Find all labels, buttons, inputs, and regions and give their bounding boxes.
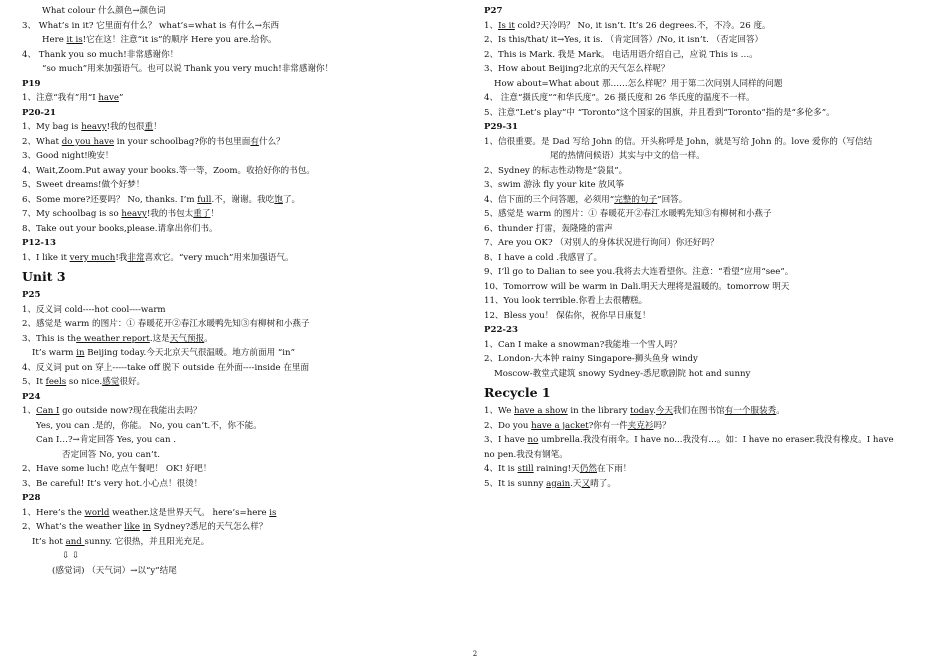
section-heading [22, 390, 462, 405]
underlined-text: full [197, 194, 212, 205]
text-span: P22-23 [484, 325, 518, 335]
note-line [22, 317, 462, 332]
section-heading [22, 106, 462, 121]
text-span: 3、How about Beijing?北京的天气怎么样呢？ [484, 64, 670, 74]
text-span: P27 [484, 6, 503, 16]
note-line [484, 367, 936, 382]
note-line [484, 193, 936, 208]
underlined-text: in [76, 348, 85, 358]
note-line [22, 535, 462, 550]
underlined-text: world [84, 507, 110, 518]
note-line [484, 106, 936, 121]
note-line [22, 149, 462, 164]
text-span: P29-31 [484, 122, 518, 132]
text-span: 12、Bless you！ 保佑你，祝你早日康复！ [484, 310, 651, 321]
text-span: 4、反义词 put on 穿上-----take off 脱下 outside 在外面----inside 在里面 [22, 362, 310, 373]
page-number: 2 [472, 650, 478, 658]
underlined-text: it is [66, 35, 83, 45]
unit-heading [484, 383, 936, 403]
text-span: in the library [567, 406, 631, 416]
note-line [484, 48, 936, 63]
note-line [22, 4, 462, 19]
text-span: 5、感觉是 warm 的图片：① 春暖花开②春江水暖鸭先知③有柳树和小燕子 [484, 209, 772, 219]
text-span: go outside now?现在我能出去吗？ [59, 406, 202, 416]
note-line [22, 164, 462, 179]
text-span: ！ [210, 209, 220, 219]
text-span: 2、London-大本钟 rainy Singapore-狮头鱼身 windy [484, 354, 698, 364]
underlined-text: 有 [250, 136, 259, 147]
note-line [484, 404, 936, 419]
text-span: 2、感觉是 warm 的图片：① 春暖花开②春江水暖鸭先知③有柳树和小燕子 [22, 319, 310, 329]
underlined-text: 非常 [127, 252, 145, 263]
text-span: 否定回答 No, you can’t. [62, 449, 160, 460]
text-span: so nice. [66, 377, 103, 387]
text-span: 1、I like it [22, 252, 70, 263]
note-line [22, 135, 462, 150]
text-span: 1、 [484, 20, 499, 31]
note-line [22, 19, 462, 34]
note-line [484, 19, 936, 34]
text-span: 3、This is th [22, 333, 77, 344]
note-line [22, 332, 462, 347]
underlined-text: is [269, 507, 277, 518]
section-heading [484, 323, 936, 338]
underlined-text: Can I [36, 406, 60, 416]
text-span: .天 [570, 478, 582, 489]
note-line [22, 549, 462, 564]
underlined-text: have a show [514, 406, 568, 416]
note-line [22, 251, 462, 266]
underlined-text: again [546, 478, 571, 489]
text-span: Can I…?→肯定回答 Yes, you can . [36, 435, 176, 445]
text-span: ！ [153, 122, 162, 132]
note-line [484, 265, 936, 280]
text-span: 7、Are you OK? （对别人的身体状况进行询问）你还好吗？ [484, 238, 719, 248]
text-span: 。 [776, 406, 785, 416]
text-span: 了。 [282, 194, 301, 205]
note-line [484, 178, 936, 193]
note-line [484, 462, 936, 477]
text-span: 7、My schoolbag is so [22, 209, 122, 219]
text-span: !它在这！注意“it is”的顺序 Here you are.给你。 [82, 35, 277, 45]
underlined-text: e weather report [76, 333, 150, 344]
underlined-text: still [517, 464, 534, 474]
note-line [484, 419, 936, 434]
text-span: ” [118, 93, 124, 103]
text-span: !我 [115, 252, 128, 263]
underlined-text: very much [69, 252, 116, 263]
section-heading [484, 4, 936, 19]
text-span: P20-21 [22, 107, 56, 118]
text-span: 5、It [22, 377, 46, 387]
note-line [22, 120, 462, 135]
text-span: “so much”用来加强语气。也可以说 Thank you very much!非常感谢你！ [42, 64, 334, 74]
text-span: 11、You look terrible.你看上去很糟糕。 [484, 296, 648, 306]
underlined-text: heavy [81, 122, 107, 132]
text-span: 什么？ [258, 136, 285, 147]
text-span: 晴了。 [590, 478, 616, 489]
note-line [484, 33, 936, 48]
text-span: Beijing today.今天北京天气很温暖。地方前面用 “in” [84, 348, 295, 358]
text-span: How about=What about 那……怎么样呢？用于第二次问别人同样的问题 [494, 78, 783, 89]
underlined-text: 完整的句子 [614, 194, 658, 205]
note-line [484, 77, 936, 92]
note-line [484, 135, 936, 150]
text-span: 4、 注意“摄氏度”“和华氏度”。26 摄氏度和 26 华氏度的温度不一样。 [484, 93, 755, 103]
text-span: 2、What’s the weather [22, 522, 125, 532]
text-span: (感觉词) （天气词）→以“y”结尾 [52, 565, 177, 576]
underlined-text: 今天 [655, 406, 674, 416]
text-span: 1、Can I make a snowman?我能堆一个雪人吗？ [484, 339, 682, 350]
text-span: 很好。 [119, 377, 146, 387]
underlined-text: Is it [498, 20, 515, 31]
text-span: ”回答。 [657, 194, 688, 205]
section-heading [22, 288, 462, 303]
text-span: 在下雨！ [596, 464, 632, 474]
note-line [484, 294, 936, 309]
left-column [22, 4, 462, 578]
underlined-text: have [98, 93, 119, 103]
text-span: !我的包很 [106, 122, 145, 132]
text-span: 5、Sweet dreams!做个好梦！ [22, 180, 145, 190]
text-span: 6、thunder 打雷，轰隆隆的雷声 [484, 223, 613, 234]
underlined-text: 重了 [193, 209, 211, 219]
note-line [22, 346, 462, 361]
note-line [22, 520, 462, 535]
text-span: 2、Sydney 的标志性动物是“袋鼠”。 [484, 165, 628, 176]
text-span: 1、注意“我有”用“I [22, 93, 99, 103]
text-span: sunny. 它很热，并且阳光充足。 [84, 536, 210, 547]
note-line [484, 309, 936, 324]
note-line [484, 433, 936, 448]
text-span: P28 [22, 493, 41, 503]
text-span: Here [42, 35, 67, 45]
text-span: umbrella.我没有雨伞。I have no...我没有…。如：I have no eraser.我没有橡皮。I have [538, 435, 894, 445]
underlined-text: 仍然 [579, 464, 597, 474]
text-span: Unit 3 [22, 269, 66, 284]
text-span: in your schoolbag?你的书包里面 [114, 136, 251, 147]
note-line [484, 338, 936, 353]
note-line [22, 303, 462, 318]
note-line [22, 404, 462, 419]
text-span: ?你有一件 [588, 420, 628, 431]
note-line [22, 178, 462, 193]
text-span: weather.这是世界天气。 here’s=here [109, 507, 270, 518]
text-span: raining!天 [533, 464, 580, 474]
text-span: 1、信很重要。是 Dad 写给 John 的信。开头称呼是 John，就是写给 John 的。love 爱你的（写信结 [484, 136, 873, 147]
text-span: 1、We [484, 406, 515, 416]
underlined-text: 又 [581, 478, 591, 489]
text-span: 1、My bag is [22, 122, 82, 132]
underlined-text: 重 [144, 122, 154, 132]
right-column [484, 4, 936, 491]
note-line [22, 193, 462, 208]
note-line [22, 419, 462, 434]
underlined-text: feels [45, 377, 67, 387]
underlined-text: today [630, 406, 654, 416]
note-line [22, 462, 462, 477]
note-line [22, 477, 462, 492]
text-span: 9、I’ll go to Dalian to see you.我将去大连看望你。注意：“看望”应用“see”。 [484, 267, 794, 277]
text-span: 3、I have [484, 435, 528, 445]
underlined-text: no [527, 435, 539, 445]
text-span: 5、It is sunny [484, 478, 547, 489]
text-span: 4、Wait,Zoom.Put away your books.等一等，Zoom。收拾好你的书包。 [22, 165, 315, 176]
underlined-text: 天气预报 [169, 333, 205, 344]
note-line [484, 62, 936, 77]
text-span: 3、 What’s in it? 它里面有什么？ what’s=what is 有什么→东西 [22, 20, 280, 31]
underlined-text: in [142, 522, 151, 532]
note-line [22, 207, 462, 222]
unit-heading [22, 267, 462, 287]
note-line [22, 62, 462, 77]
text-span: 4、It is [484, 464, 518, 474]
text-span: It’s warm [32, 348, 77, 358]
section-heading [22, 491, 462, 506]
section-heading [22, 236, 462, 251]
text-span: 4、 Thank you so much!非常感谢你！ [22, 49, 179, 60]
note-line [22, 448, 462, 463]
text-span: 6、Some more?还要吗？ No, thanks. I’m [22, 194, 198, 205]
text-span: 5、注意“Let’s play”中 “Toronto”这个国家的国旗，并且看到“Toronto”指的是“多伦多”。 [484, 107, 835, 118]
note-line [22, 506, 462, 521]
note-line [484, 477, 936, 492]
text-span: 吗？ [653, 420, 671, 431]
text-span: 3、Good night!晚安！ [22, 151, 114, 161]
note-line [484, 207, 936, 222]
underlined-text: 感觉 [102, 377, 120, 387]
note-line [22, 361, 462, 376]
text-span: P25 [22, 290, 41, 300]
text-span: P12-13 [22, 238, 56, 248]
text-span: 2、Is this/that/ it→Yes, it is. （肯定回答）/No, it isn’t. （否定回答） [484, 35, 764, 45]
text-span: 2、Have some luch! 吃点午餐吧！ OK! 好吧！ [22, 464, 212, 474]
text-span: 3、Be careful! It’s very hot.小心点！很烫！ [22, 478, 203, 489]
text-span: 8、Take out your books,please.请拿出你们书。 [22, 223, 218, 234]
underlined-text: 夹克衫 [627, 420, 654, 431]
underlined-text: do you have [61, 136, 115, 147]
text-span: Sydney?悉尼的天气怎么样？ [151, 522, 268, 532]
text-span: ⇩ ⇩ [62, 551, 80, 561]
text-span: 我们在图书馆 [673, 406, 725, 416]
text-span: P19 [22, 78, 41, 89]
text-span: What colour 什么颜色→颜色词 [42, 6, 166, 16]
note-line [484, 149, 936, 164]
underlined-text: have a jacket [531, 420, 589, 431]
note-line [22, 91, 462, 106]
text-span: 。 [204, 333, 213, 344]
note-line [22, 375, 462, 390]
note-line [22, 48, 462, 63]
text-span: 1、反义词 cold----hot cool----warm [22, 304, 166, 315]
underlined-text: and [65, 536, 85, 547]
text-span: no pen.我没有钢笔。 [484, 449, 568, 460]
note-line [484, 352, 936, 367]
underlined-text: 有一个服装秀 [724, 406, 777, 416]
text-span: . [653, 406, 656, 416]
text-span: It’s hot [32, 536, 66, 547]
text-span: 1、Here’s the [22, 507, 85, 518]
text-span: 10、Tomorrow will be warm in Dali.明天大理将是温暖的。tomorrow 明天 [484, 281, 790, 292]
text-span: 3、swim 游泳 fly your kite 放风筝 [484, 180, 625, 190]
text-span: 2、Do you [484, 420, 532, 431]
text-span: Moscow-教堂式建筑 snowy Sydney-悉尼歌剧院 hot and sunny [494, 368, 751, 379]
note-line [484, 236, 936, 251]
section-heading [484, 120, 936, 135]
note-line [484, 448, 936, 463]
note-line [484, 251, 936, 266]
text-span: 2、What [22, 136, 62, 147]
text-span: 喜欢它。“very much”用来加强语气。 [144, 252, 294, 263]
text-span: !我的书包太 [146, 209, 194, 219]
note-line [22, 433, 462, 448]
note-line [484, 91, 936, 106]
text-span: .不，谢谢。我吃 [211, 194, 275, 205]
text-span: Recycle 1 [484, 385, 551, 400]
note-line [484, 280, 936, 295]
text-span: 2、This is Mark. 我是 Mark。 电话用语介绍自己，应说 This is …。 [484, 49, 758, 60]
text-span: .这是 [149, 333, 170, 344]
text-span: 尾的热情问候语）其实与中文的信一样。 [550, 151, 705, 161]
underlined-text: like [124, 522, 140, 532]
note-line [22, 222, 462, 237]
note-line [22, 564, 462, 579]
text-span: cold?天冷吗？ No, it isn’t. It’s 26 degrees.不，不冷。26 度。 [514, 20, 771, 31]
text-span: 8、I have a cold .我感冒了。 [484, 252, 603, 263]
underlined-text: heavy [121, 209, 147, 219]
text-span: Yes, you can .是的，你能。 No, you can’t.不，你不能。 [36, 420, 262, 431]
text-span: 4、信下面的三个问答题，必须用“ [484, 194, 615, 205]
text-span: P24 [22, 391, 41, 402]
note-line [22, 33, 462, 48]
underlined-text: 饱 [274, 194, 283, 205]
note-line [484, 164, 936, 179]
section-heading [22, 77, 462, 92]
text-span: 1、 [22, 406, 37, 416]
note-line [484, 222, 936, 237]
